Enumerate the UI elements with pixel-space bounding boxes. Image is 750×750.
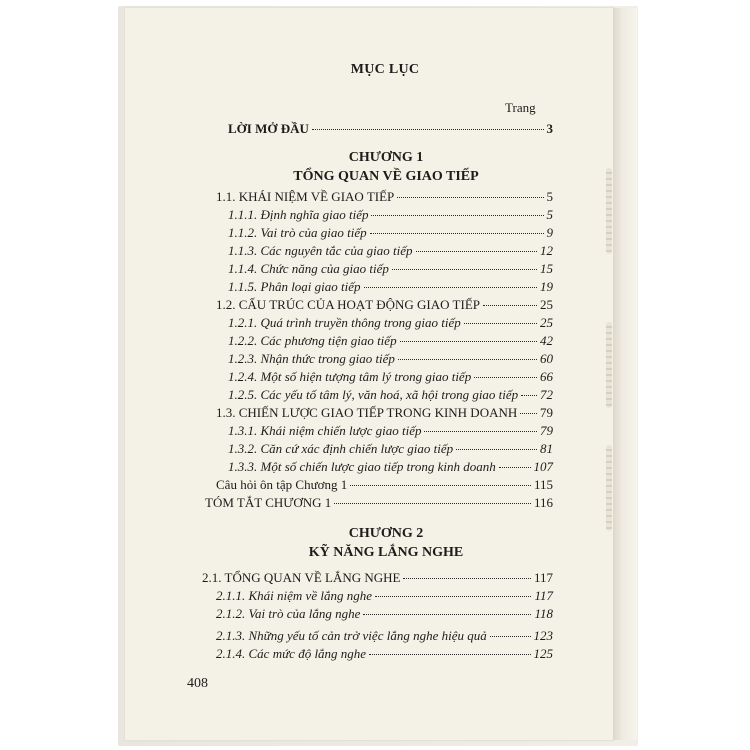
toc-label: 1.3.2. Căn cứ xác định chiến lược giao tiếp (228, 441, 454, 456)
toc-row (216, 296, 553, 314)
leader-dots (398, 359, 537, 360)
toc-page: 117 (534, 588, 553, 603)
toc-page: 12 (540, 243, 553, 258)
leader-dots (400, 341, 537, 342)
leader-dots (416, 251, 538, 252)
toc-page: 9 (546, 225, 553, 240)
toc-page: 42 (540, 333, 553, 348)
toc-label: 1.3.3. Một số chiến lược giao tiếp trong kinh doanh (228, 459, 496, 474)
leader-dots (483, 305, 537, 306)
toc-page: 3 (546, 121, 553, 136)
leader-dots (397, 197, 543, 198)
toc-label: 1.1. KHÁI NIỆM VỀ GIAO TIẾP (216, 189, 395, 204)
toc-page: 123 (533, 628, 553, 643)
toc-row (228, 260, 553, 278)
toc-label: 1.2.3. Nhận thức trong giao tiếp (228, 351, 395, 366)
toc-row (228, 368, 553, 386)
toc-row (216, 404, 553, 422)
toc-page: 116 (533, 495, 553, 510)
toc-page: 66 (540, 369, 553, 384)
toc-page: 81 (540, 441, 553, 456)
toc-row-intro (228, 120, 553, 138)
toc-row (216, 188, 553, 206)
toc-label: 1.2.4. Một số hiện tượng tâm lý trong giao tiếp (228, 369, 472, 384)
toc-label: 1.1.2. Vai trò của giao tiếp (228, 225, 367, 240)
toc-row (228, 206, 553, 224)
toc-label: Câu hỏi ôn tập Chương 1 (216, 477, 348, 492)
toc-label: 1.2. CẤU TRÚC CỦA HOẠT ĐỘNG GIAO TIẾP (216, 297, 480, 312)
toc-page: 118 (534, 606, 553, 621)
chapter-number: CHƯƠNG 1 (348, 150, 424, 165)
leader-dots (464, 323, 537, 324)
leader-dots (350, 485, 531, 486)
leader-dots (364, 287, 537, 288)
toc-page: 72 (540, 387, 553, 402)
toc-label: 1.3.1. Khái niệm chiến lược giao tiếp (228, 423, 422, 438)
toc-page: 5 (546, 207, 553, 222)
toc-page: 115 (533, 477, 553, 492)
toc-page: 5 (546, 189, 553, 204)
toc-row (228, 224, 553, 242)
toc-page: 79 (540, 405, 553, 420)
page-column-label: Trang (505, 100, 536, 115)
toc-label: 2.1.4. Các mức độ lắng nghe (216, 646, 367, 661)
leader-dots (474, 377, 537, 378)
leader-dots (370, 233, 544, 234)
toc-label: 1.1.5. Phân loại giao tiếp (228, 279, 361, 294)
chapter-title: TỔNG QUAN VỀ GIAO TIẾP (293, 169, 479, 184)
leader-dots (490, 636, 531, 637)
toc-row (228, 386, 553, 404)
toc-page: 60 (540, 351, 553, 366)
leader-dots (375, 596, 531, 597)
toc-label: 2.1. TỔNG QUAN VỀ LẮNG NGHE (202, 570, 401, 585)
toc-label: 1.2.1. Quá trình truyền thông trong giao tiếp (228, 315, 461, 330)
leader-dots (499, 467, 531, 468)
leader-dots (371, 215, 543, 216)
toc-row (216, 627, 553, 645)
chapter-number: CHƯƠNG 2 (348, 526, 424, 541)
toc-label: 2.1.1. Khái niệm về lắng nghe (216, 588, 372, 603)
toc-row (205, 494, 553, 512)
leader-dots (392, 269, 537, 270)
leader-dots (424, 431, 537, 432)
toc-label: LỜI MỞ ĐẦU (228, 121, 309, 136)
toc-row (228, 458, 553, 476)
toc-row (228, 314, 553, 332)
toc-label: 1.1.3. Các nguyên tắc của giao tiếp (228, 243, 413, 258)
toc-row (228, 422, 553, 440)
toc-page: 19 (540, 279, 553, 294)
toc-page: 117 (533, 570, 553, 585)
chapter-1-heading (256, 148, 516, 186)
toc-page: 125 (533, 646, 553, 661)
toc-label: 2.1.3. Những yếu tố cản trở việc lắng nghe hiệu quả (216, 628, 487, 643)
chapter-2-heading (256, 524, 516, 562)
toc-label: 1.1.1. Định nghĩa giao tiếp (228, 207, 369, 222)
leader-dots (520, 413, 537, 414)
leader-dots (369, 654, 530, 655)
toc-label: 1.2.2. Các phương tiện giao tiếp (228, 333, 397, 348)
toc-label: 2.1.2. Vai trò của lắng nghe (216, 606, 361, 621)
leader-dots (521, 395, 537, 396)
toc-row (202, 569, 553, 587)
toc-row (228, 350, 553, 368)
toc-page: 15 (540, 261, 553, 276)
toc-row (216, 645, 553, 663)
toc-page: 79 (540, 423, 553, 438)
toc-label: 1.1.4. Chức năng của giao tiếp (228, 261, 389, 276)
page-number: 408 (187, 676, 208, 691)
toc-row (216, 476, 553, 494)
toc-page: 25 (540, 297, 553, 312)
toc-row (228, 440, 553, 458)
page-title: MỤC LỤC (350, 62, 420, 77)
leader-dots (334, 503, 531, 504)
toc-label: TÓM TẮT CHƯƠNG 1 (205, 495, 332, 510)
leader-dots (312, 129, 544, 130)
toc-label: 1.2.5. Các yếu tố tâm lý, văn hoá, xã hội trong giao tiếp (228, 387, 519, 402)
leader-dots (403, 578, 530, 579)
toc-row (216, 605, 553, 623)
toc-page: 107 (533, 459, 553, 474)
toc-label: 1.3. CHIẾN LƯỢC GIAO TIẾP TRONG KINH DOANH (216, 405, 518, 420)
leader-dots (456, 449, 537, 450)
leader-dots (363, 614, 531, 615)
toc-row (216, 587, 553, 605)
toc-page: 25 (540, 315, 553, 330)
toc-row (228, 242, 553, 260)
toc-row (228, 332, 553, 350)
toc-row (228, 278, 553, 296)
chapter-title: KỸ NĂNG LẮNG NGHE (308, 545, 464, 560)
